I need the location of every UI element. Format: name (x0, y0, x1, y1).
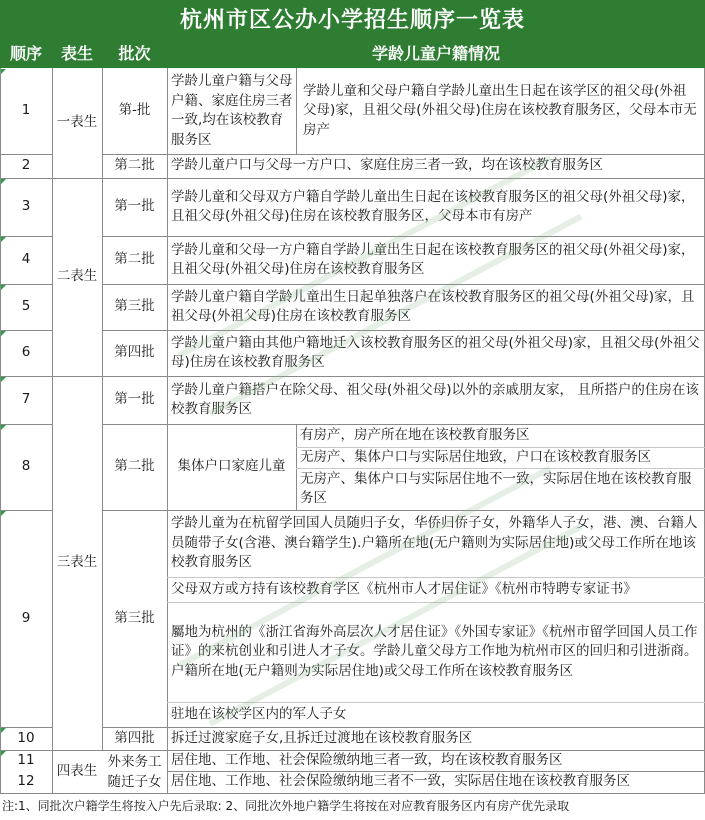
row-6-order: 6 (21, 344, 31, 361)
category-first: 一表生 (56, 114, 98, 131)
row-12-text: 居住地、工作地、社会保险缴纳地三者不一致，实际居住地在该校教育服务区 (171, 773, 630, 790)
row-8-order: 8 (21, 458, 31, 475)
row-9-sub-3: 屬地为杭州的《浙江省海外高层次人才居住证》《外国专家证》《杭州市留学回国人员工作证》的来杭创业和引进人才子女。学龄儿童父母方工作地为杭州市区的回归和引进浙商。户籍所在地(无户籍则为实际居住地)或父母工作所在该校教育服务区 (171, 623, 698, 679)
row-4-text: 学龄儿童和父母一方户籍自学龄儿童出生日起在该校教育服务区的祖父母(外祖父母)家，且祖父母(外祖父母)住房在该校教育服务区 (171, 241, 695, 277)
footnote: 注:1、同批次户籍学生将按入户先后录取: 2、同批次外地户籍学生将按在对应教育服务区内有房产优先录取 (2, 799, 570, 813)
row-2-batch: 第二批 (114, 157, 155, 174)
row-4-order: 4 (21, 251, 31, 268)
row-9-sub-4: 驻地在该校学区内的军人子女 (171, 705, 347, 722)
row-8-batch: 第二批 (114, 458, 155, 475)
migrant-group: 外来务工随迁子女 (107, 753, 162, 790)
category-fourth: 四表生 (56, 762, 98, 779)
row-3-batch: 第一批 (114, 198, 155, 215)
row-1-right-text: 学龄儿童和父母户籍自学龄儿童出生日起在该学区的祖父母(外祖父母)家，且祖父母(外祖父母)住房在该校教育服务区，父母本市无房产 (303, 82, 697, 138)
row-5-text: 学龄儿童户籍自学龄儿童出生日起单独落户在该校教育服务区的祖父母(外祖父母)家，且祖父母(外祖父母)住房在该校教育服务区 (171, 288, 695, 324)
row-6-batch: 第四批 (114, 344, 155, 361)
category-third: 三表生 (56, 554, 98, 571)
row-10-text: 拆迁过渡家庭子女,且拆迁过渡地在该校教育服务区 (171, 729, 473, 746)
header-batch: 批次 (118, 43, 151, 63)
row-11-text: 居住地、工作地、社会保险缴纳地三者一致，均在该校教育服务区 (171, 751, 563, 768)
row-7-text: 学龄儿童户籍搭户在除父母、祖父母(外祖父母)以外的亲戚朋友家， 且所搭户的住房在该校教育服务区 (171, 381, 699, 417)
row-9-sub-2: 父母双方或方持有该校教育学区《杭州市人才居住证》《杭州市特聘专家证书》 (171, 580, 637, 597)
row-12-order: 12 (17, 773, 35, 790)
row-1-left-text: 学龄儿童户籍与父母户籍、家庭住房三者一致,均在该校教育服务区 (171, 73, 293, 148)
row-1-order: 1 (21, 102, 31, 119)
row-2-text: 学龄儿童户口与父母一方户口、家庭住房三者一致，均在该校教育服务区 (171, 157, 603, 174)
row-3-text: 学龄儿童和父母双方户籍自学龄儿童出生日起在该校教育服务区的祖父母(外祖父母)家，且祖父母(外祖父母)住房在该校教育服务区，父母本市有房产 (171, 188, 695, 224)
header-category: 表生 (60, 43, 93, 63)
category-second: 二表生 (56, 268, 98, 285)
row-2-order: 2 (21, 157, 31, 174)
row-6-text: 学龄儿童户籍由其他户籍地迁入该校教育服务区的祖父母(外祖父母)家，且祖父母(外祖父母)住房在该校教育服务区 (171, 334, 700, 370)
header-order: 顺序 (9, 43, 42, 63)
row-7-order: 7 (21, 391, 31, 408)
row-9-sub-1: 学龄儿童为在杭留学回国人员随归子女，华侨归侨子女，外籍华人子女，港、澳、台籍人员随带子女(含港、澳台籍学生).户籍所在地(无户籍则为实际居住地)或父母工作所在地该校教育服务区 (171, 515, 698, 571)
row-8-sub-1: 有房产，房产所在地在该校教育服务区 (300, 426, 530, 443)
row-8-sub-3: 无房产、集体户口与实际居住地不一致，实际居住地在该校教育服务区 (300, 470, 692, 506)
row-10-order: 10 (17, 729, 35, 746)
row-9-batch: 第三批 (114, 609, 155, 626)
row-5-batch: 第三批 (114, 298, 155, 315)
row-3-order: 3 (21, 198, 31, 215)
row-1-batch: 第-批 (118, 102, 151, 119)
header-status: 学龄儿童户籍情况 (371, 43, 500, 63)
row-11-order: 11 (17, 751, 35, 768)
collective-household-label: 集体户口家庭儿童 (177, 458, 286, 475)
row-7-batch: 第一批 (114, 391, 155, 408)
row-8-sub-2: 无房产、集体户口与实际居住地致，户口在该校教育服务区 (300, 448, 651, 465)
row-9-order: 9 (21, 609, 31, 626)
row-10-batch: 第四批 (114, 729, 155, 746)
row-5-order: 5 (21, 298, 31, 315)
row-4-batch: 第二批 (114, 251, 155, 268)
page-title: 杭州市区公办小学招生顺序一览表 (0, 0, 705, 36)
